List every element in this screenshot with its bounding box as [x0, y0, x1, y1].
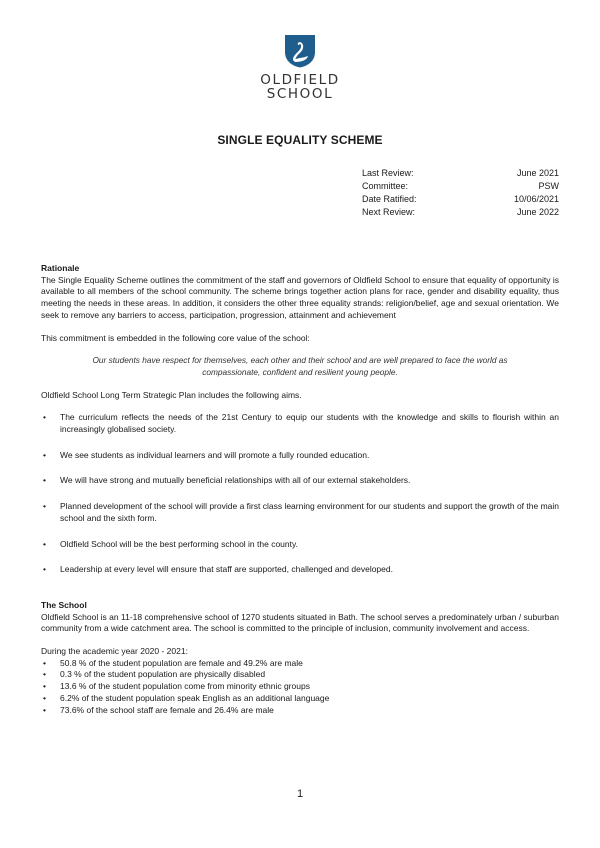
stat-text: 50.8 % of the student population are female and 49.2% are male [60, 657, 303, 668]
aim-text: Leadership at every level will ensure that staff are supported, challenged and developed. [60, 564, 393, 575]
review-details [362, 167, 559, 219]
bullet-icon: • [43, 501, 46, 512]
bullet-icon: • [43, 657, 46, 668]
commitment-paragraph: This commitment is embedded in the following core value of the school: [41, 332, 310, 343]
list-item [41, 475, 559, 487]
document-body [41, 263, 559, 716]
list-item [41, 564, 559, 576]
review-value: June 2021 [516, 168, 559, 178]
school-logo [250, 34, 350, 101]
bullet-icon: • [43, 669, 46, 680]
review-label: Next Review: [362, 207, 416, 217]
core-value-quote: Our students have respect for themselves, each other and their school and are well prepared to face the world as compassionate, confident and resilient young people. [92, 355, 508, 377]
bullet-icon: • [43, 681, 46, 692]
list-item [41, 658, 559, 670]
aim-text: The curriculum reflects the needs of the 21st Century to equip our students with the knowledge and skills to flourish within an increasingly globalised society. [60, 412, 559, 435]
list-item [41, 450, 559, 462]
stat-text: 73.6% of the school staff are female and 26.4% are male [60, 704, 274, 715]
list-item [41, 539, 559, 551]
review-value: PSW [538, 181, 559, 191]
review-label: Committee: [362, 181, 409, 191]
review-label: Last Review: [362, 168, 414, 178]
bullet-icon: • [43, 449, 46, 460]
review-label: Date Ratified: [362, 194, 417, 204]
review-row [362, 206, 559, 219]
statistics-list [41, 658, 559, 717]
stat-text: 6.2% of the student population speak English as an additional language [60, 692, 330, 703]
swan-crest-icon [284, 34, 316, 68]
aim-text: Planned development of the school will provide a first class learning environment for our students and support the growth of the main school and the sixth form. [60, 501, 559, 523]
page-number: 1 [296, 788, 304, 800]
aim-text: We will have strong and mutually beneficial relationships with all of our external stakeholders. [60, 475, 411, 486]
bullet-icon: • [43, 564, 46, 575]
rationale-heading: Rationale [41, 263, 80, 273]
logo-line-2: SCHOOL [266, 86, 334, 102]
review-row [362, 180, 559, 193]
list-item [41, 705, 559, 717]
bullet-icon: • [43, 475, 46, 486]
logo-line-1: OLDFIELD [260, 72, 340, 88]
academic-year-intro: During the academic year 2020 - 2021: [41, 646, 188, 657]
bullet-icon: • [43, 538, 46, 549]
aim-text: We see students as individual learners and will promote a fully rounded education. [60, 449, 370, 460]
review-row [362, 167, 559, 180]
bullet-icon: • [43, 412, 46, 423]
stat-text: 0.3 % of the student population are physically disabled [60, 669, 266, 680]
bullet-icon: • [43, 704, 46, 715]
review-value: 10/06/2021 [513, 194, 559, 204]
school-paragraph: Oldfield School is an 11-18 comprehensive school of 1270 students situated in Bath. The school serves a predominately urban / suburban community from a wide catchment area. The school is committed to the principle of inclusion, community involvement and access. [41, 611, 559, 634]
list-item [41, 669, 559, 681]
bullet-icon: • [43, 692, 46, 703]
list-item [41, 412, 559, 435]
list-item [41, 501, 559, 524]
aims-list [41, 412, 559, 576]
review-row [362, 193, 559, 206]
list-item [41, 693, 559, 705]
document-title: SINGLE EQUALITY SCHEME [217, 133, 383, 147]
aim-text: Oldfield School will be the best performing school in the county. [60, 538, 298, 549]
strategic-plan-intro: Oldfield School Long Term Strategic Plan includes the following aims. [41, 389, 302, 400]
school-heading: The School [41, 599, 87, 610]
list-item [41, 681, 559, 693]
stat-text: 13.6 % of the student population come from minority ethnic groups [60, 681, 310, 692]
rationale-paragraph: The Single Equality Scheme outlines the commitment of the staff and governors of Oldfield School to ensure that equality of opportunity is available to all members of the school community. The scheme brings together action plans for race, gender and disability equality, thus meeting the needs in these areas. In addition, it considers the other three equality strands: religion/belief, age and sexual orientation. We seek to remove any barriers to access, participation, progression, attainment and achievement [41, 274, 559, 320]
review-value: June 2022 [516, 207, 559, 217]
